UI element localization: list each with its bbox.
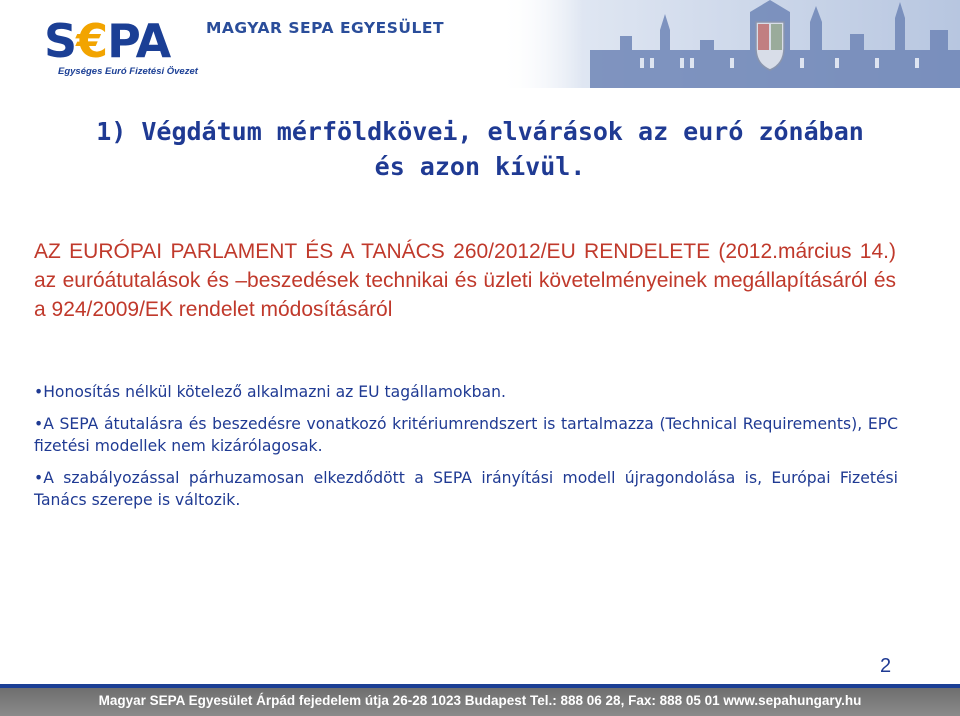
page-number: 2	[880, 655, 892, 677]
header-banner	[0, 0, 960, 88]
bullet-item: • Honosítás nélkül kötelező alkalmazni az EU tagállamokban.	[34, 381, 898, 403]
bullet-item: • A szabályozással párhuzamosan elkezdődött a SEPA irányítási modell újragondolása is, Európai Fizetési Tanács szerepe is változik.	[34, 467, 898, 511]
regulation-reference: AZ EURÓPAI PARLAMENT ÉS A TANÁCS 260/2012/EU RENDELETE (2012.március 14.) az euróátutalások és –beszedések technikai és üzleti követelményeinek megállapításáról és a 924/2009/EK rendelet módosításáról	[34, 240, 896, 321]
organization-name: MAGYAR SEPA EGYESÜLET	[206, 19, 445, 37]
footer-contact-info: Magyar SEPA Egyesület Árpád fejedelem útja 26-28 1023 Budapest Tel.: 888 06 28, Fax: 888 05 01 www.sepahungary.hu	[98, 693, 862, 708]
sepa-logo-mark: S€PA	[44, 14, 171, 68]
sepa-logo-subtitle: Egységes Euró Fizetési Övezet	[58, 66, 198, 77]
slide-title-line2: és azon kívül.	[374, 152, 586, 181]
hungarian-coat-of-arms-icon	[756, 22, 784, 70]
sepa-logo	[44, 14, 204, 80]
parliament-building-image	[500, 0, 960, 88]
slide-title-line1: 1) Végdátum mérföldkövei, elvárások az euró zónában	[96, 117, 864, 146]
euro-sign-icon: €	[76, 14, 108, 68]
bullet-list	[34, 381, 898, 521]
bullet-item: • A SEPA átutalásra és beszedésre vonatkozó kritériumrendszert is tartalmazza (Technical Requirements), EPC fizetési modellek nem kizárólagosak.	[34, 413, 898, 457]
